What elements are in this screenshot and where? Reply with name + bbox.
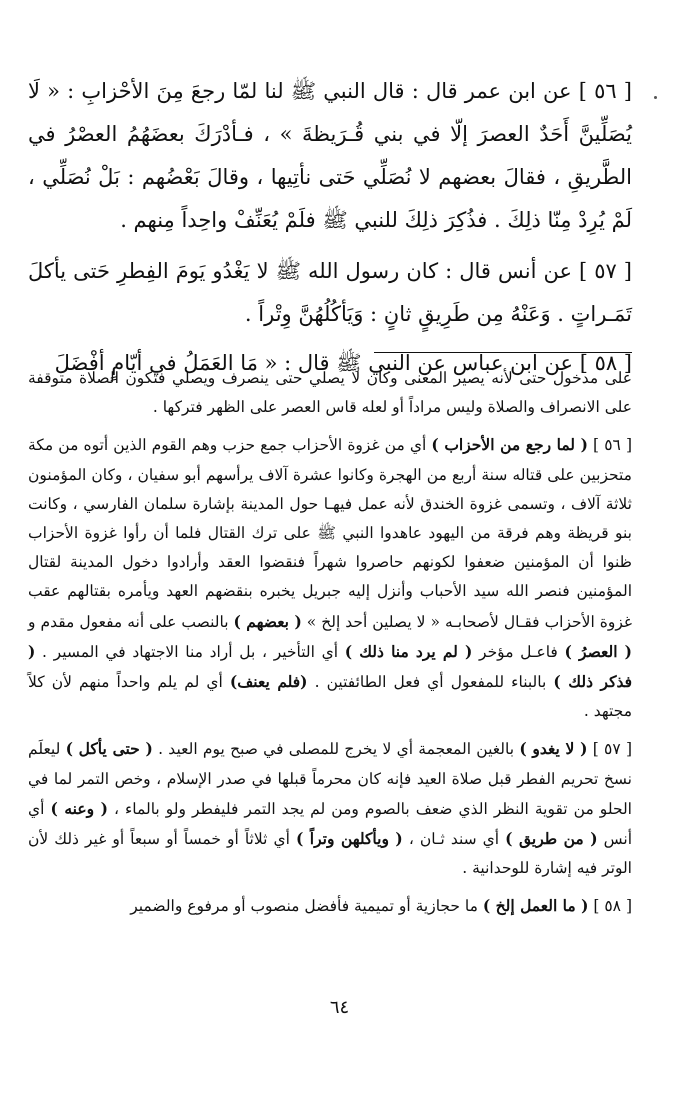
explanation: ما حجازية أو تميمية فأفضل منصوب أو مرفوع والضمير — [130, 897, 478, 916]
explanation: ليعلَم نسخ تحريم الفطر قبل صلاة العيد فإنه كان محرماً قبلها في صدر الإسلام ، وخص التمر لما في الحلو من تقوية النظر الذي ضعف بالصوم ومن لم يجد التمر فليفطر ولو بالماء ، — [28, 740, 632, 818]
keyword: (فلم يعنف) — [229, 672, 308, 692]
keyword: ( لا يغدو ) — [519, 739, 588, 759]
page-number: ٦٤ — [329, 997, 350, 1018]
keyword: ( لما رجع من الأحزاب ) — [431, 435, 588, 455]
explanation: بالنصب على أنه مفعول مقدم و — [28, 612, 229, 631]
keyword: ( فذكر ذلك ) — [28, 641, 633, 692]
commentary-58 — [28, 891, 632, 921]
explanation: أي سند ثـان ، — [408, 830, 500, 849]
explanation: أي ثلاثاً أو خمساً أو سبعاً أو غير ذلك لأن الوتر فيه إشارة للوحدانية . — [28, 830, 632, 878]
keyword: ( حتى يأكل ) — [65, 739, 153, 759]
explanation: أي من غزوة الأحزاب جمع حزب وهم القوم الذين أتوه من مكة متحزبين على قتاله سنة أربع من الهجرة وكانوا عشرة آلاف يرأسهم أبو سفيان ، وكان المؤمنون ثلاثة آلاف ، وتسمى غزوة الخندق لأنه عمل فيهـا حول المدينة بإشارة سلمان الفارسي ، وكانت بنو قريظة وهم فرقة من اليهود عاهدوا النبي ﷺ على ترك القتال فلما أن رأوا غزوة الأحزاب ظنوا أن المؤمنين ضعفوا لكونهم حاصروا شهراً فنقضوا العقد وأرادوا دخول المدينة لقتال المؤمنين فنصر الله سيد الأحباب وأنزل إليه جبريل يخبره بنقضهم العهد ويأمره بقتالهم عقب غزوة الأحزاب فقـال لأصحابـه « لا يصلين أحد إلخ » — [28, 436, 633, 631]
explanation: فاعـل مؤخر — [479, 642, 558, 661]
hadith-58: [ ٥٨ ] عن ابن عباس عن النبي ﷺ قال : « مَا العَمَلُ في أيّامٍ أفْضَلَ — [54, 351, 632, 375]
explanation: أي أنس — [28, 799, 633, 849]
explanation: بالغين المعجمة أي لا يخرج للمصلى في صبح يوم العيد . — [158, 740, 515, 759]
keyword: ( لم يرد منا ذلك ) — [344, 641, 473, 661]
keyword: ( ويأكلهن وتراً ) — [295, 829, 403, 849]
margin-speck — [654, 96, 657, 99]
commentary-57-number: [ ٥٧ ] — [592, 740, 633, 759]
commentary-58-number: [ ٥٨ ] — [593, 897, 632, 916]
keyword: ( بعضهم ) — [233, 611, 302, 631]
hadith-text — [28, 70, 632, 393]
commentary-56-number: [ ٥٦ ] — [593, 436, 632, 455]
commentary-intro: على مدخول حتى لأنه يصير المعنى وكان لا يصلي حتى ينصرف ويصلي فتكون الصلاة متوقفة على الانصراف والصلاة وليس مراداً أو لعله قاس العصر على الظهر فتركها . — [28, 369, 632, 417]
hadith-56: [ ٥٦ ] عن ابن عمر قال : قال النبي ﷺ لنا لمّا رجعَ مِنَ الأحْزابِ : « لَا يُصَلِّينَّ أَحَدٌ العصرَ إلّا في بني قُـرَيظةَ » ، فـأدْرَكَ بعضَهُمُ العصْرُ في الطَّريقِ ، فقالَ بعضهم لا نُصَلِّي حَتى نأتِيها ، وقالَ بَعْضُهم : بَلْ نُصَلِّي ، لَمْ يُرِدْ مِنّا ذلِكَ . فذُكِرَ ذلِكَ للنبي ﷺ فلَمْ يُعَنِّفْ واحِداً مِنهم . — [28, 79, 632, 232]
keyword: ( العصرُ ) — [564, 641, 632, 661]
explanation: أي لم يلم واحداً منهم لأن كلاً مجتهد . — [28, 673, 632, 721]
hadith-57: [ ٥٧ ] عن أنس قال : كان رسول الله ﷺ لا يَغْدُو يَومَ الفِطرِ حَتى يأكلَ تَمَـراتٍ . وَعَنْهُ مِن طَرِيقٍ ثانٍ : وَيَأكُلُهُنَّ وِتْراً . — [28, 259, 632, 326]
keyword: ( من طريق ) — [505, 829, 598, 849]
commentary-56 — [28, 430, 632, 726]
footnote-divider — [374, 352, 632, 353]
explanation: أي التأخير ، بل أراد منا الاجتهاد في المسير . — [42, 642, 339, 661]
keyword: ( وعنه ) — [50, 798, 108, 818]
commentary — [28, 364, 632, 930]
explanation: بالبناء للمفعول أي فعل الطائفتين . — [314, 673, 547, 692]
keyword: ( ما العمل إلخ ) — [482, 896, 589, 916]
commentary-57 — [28, 734, 632, 883]
